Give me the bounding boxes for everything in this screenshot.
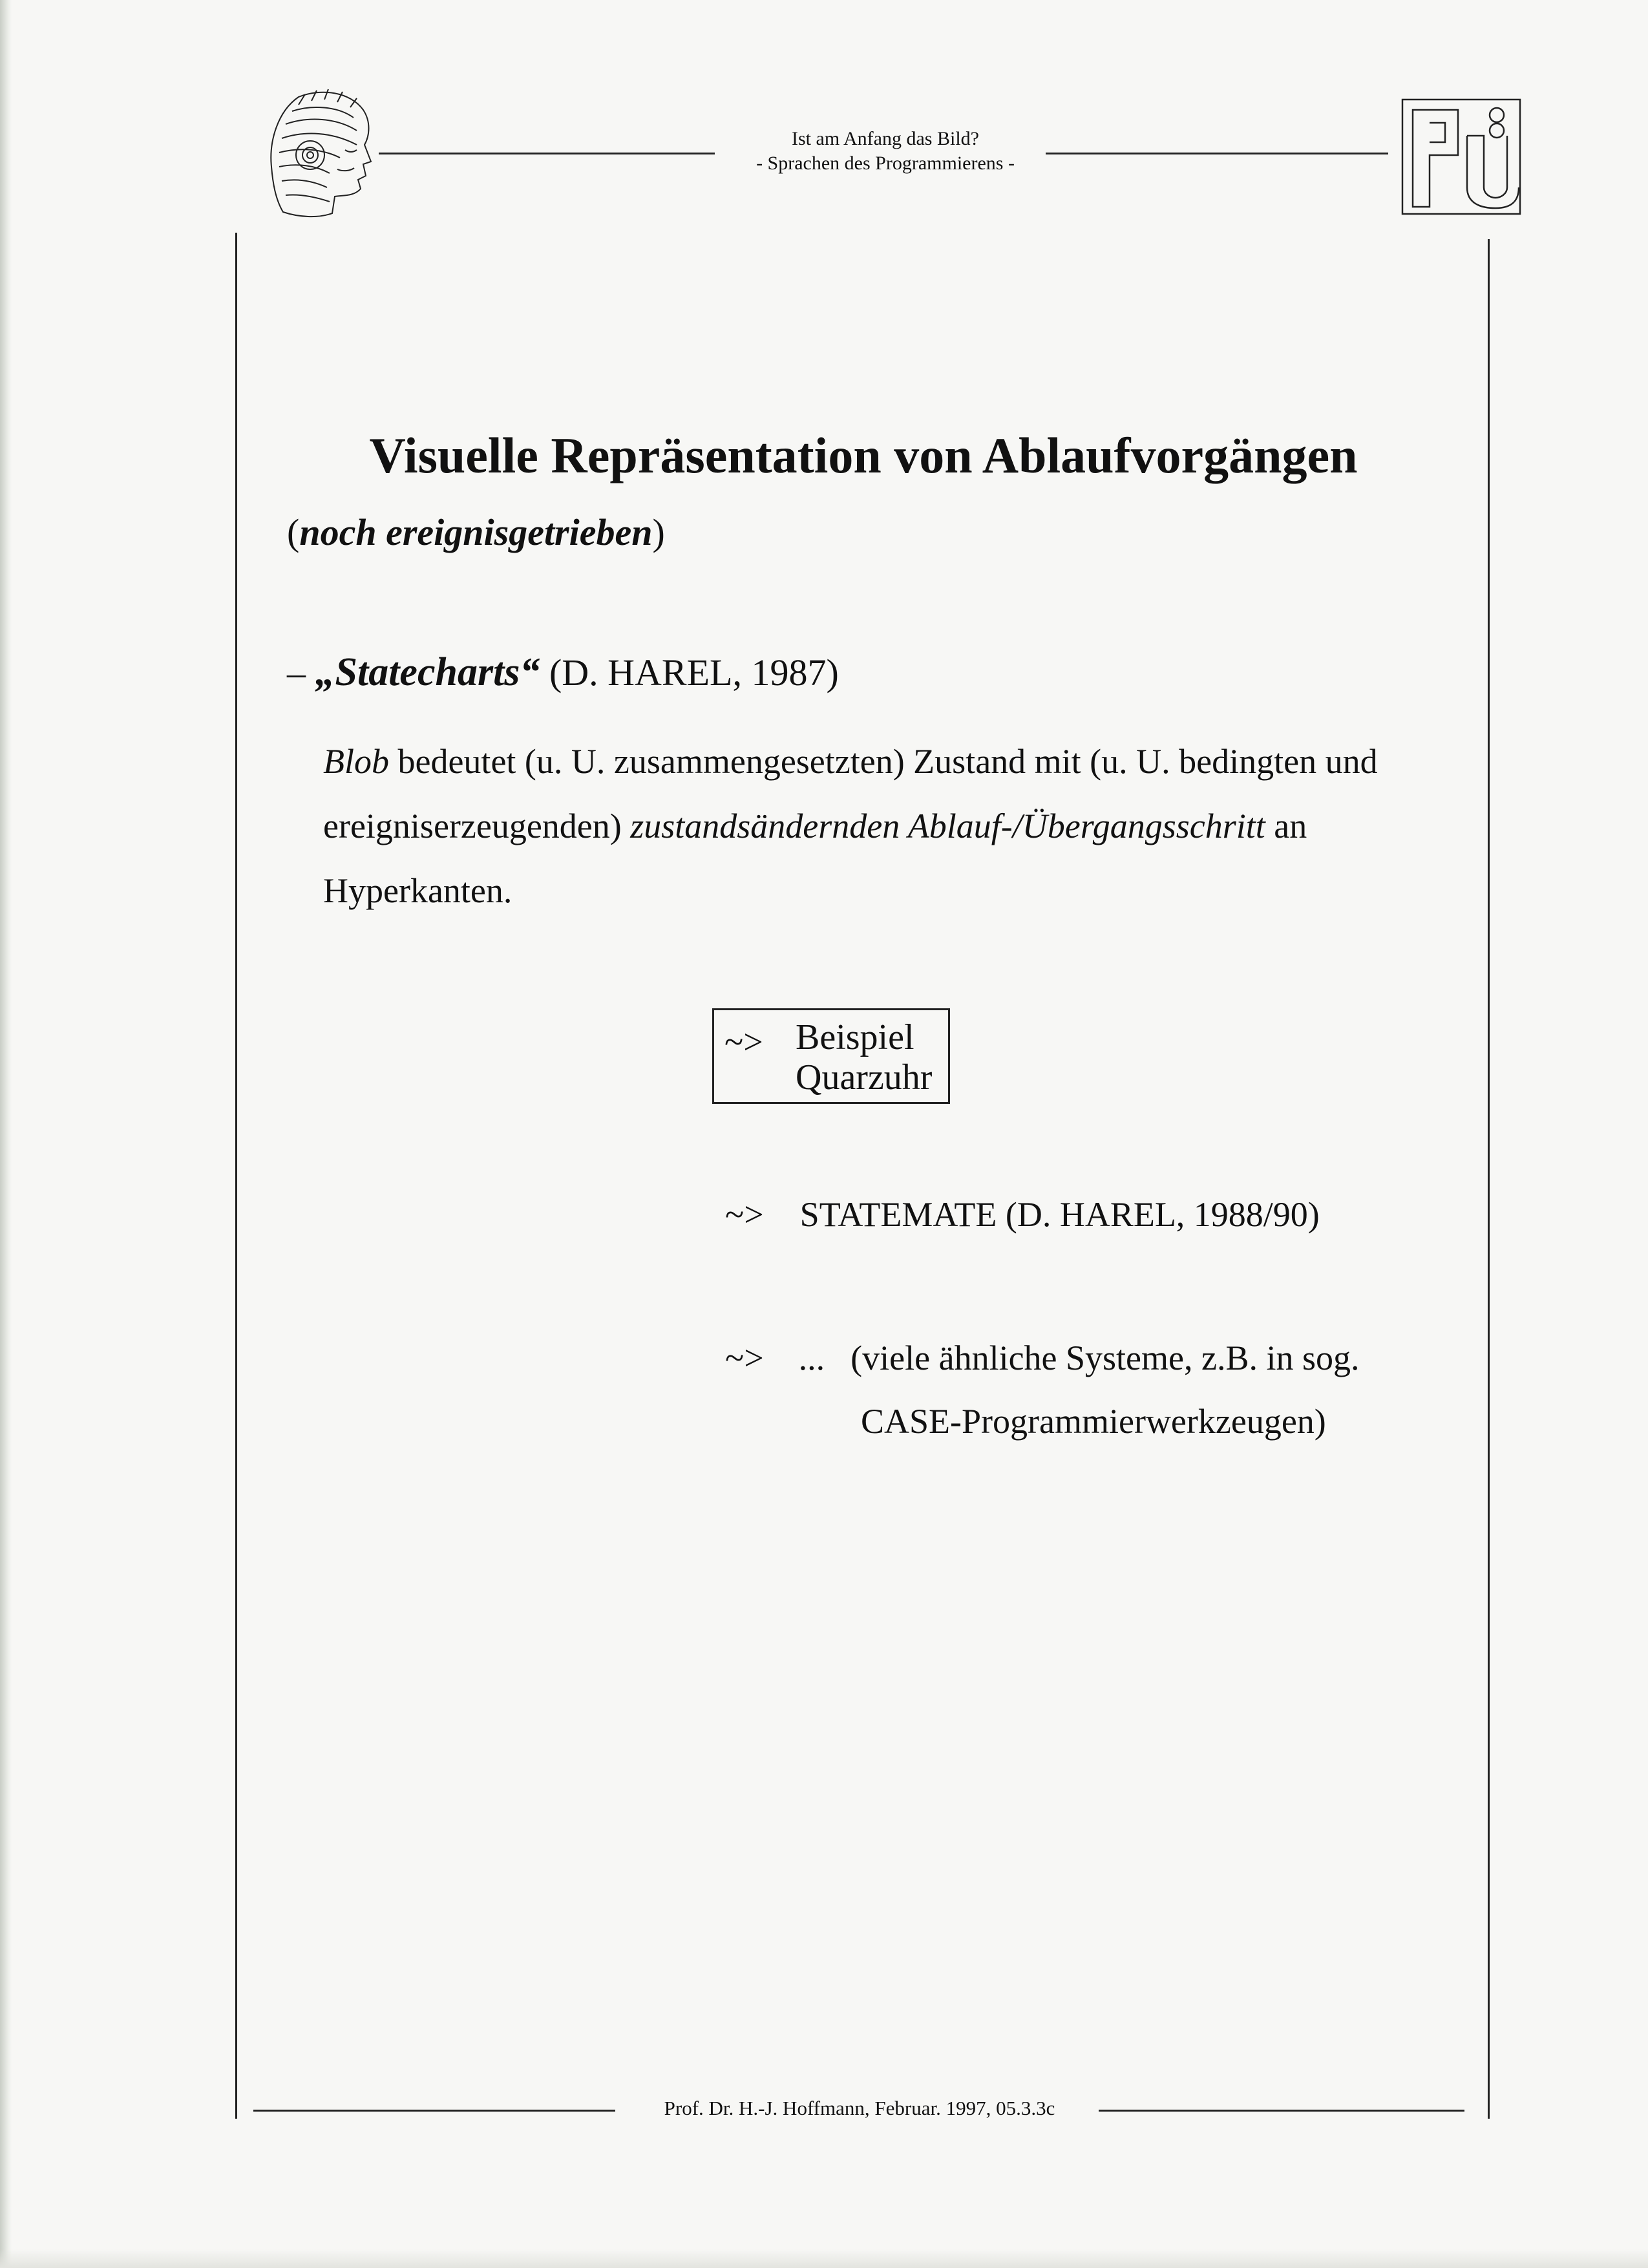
- example-arrow: ~>: [724, 1023, 763, 1061]
- statemate-item: [725, 1194, 1320, 1235]
- blob-definition-paragraph: [323, 729, 1461, 923]
- blob-term: Blob: [323, 742, 389, 781]
- frame-left-border: [235, 233, 237, 2119]
- footer-rule-right: [1099, 2110, 1464, 2112]
- minerva-head-logo-icon: [260, 85, 376, 224]
- example-line-1: Beispiel: [796, 1017, 914, 1057]
- similar-line-2: CASE-Programmierwerkzeugen): [861, 1402, 1326, 1441]
- similar-ellipsis: ...: [798, 1339, 825, 1377]
- subtitle-text: noch ereignisgetrieben: [299, 511, 653, 553]
- page-edge-shadow: [0, 0, 12, 2268]
- statecharts-term: „Statecharts“: [315, 650, 540, 694]
- similar-systems-item: [725, 1338, 1360, 1378]
- bullet-dash: –: [287, 652, 306, 694]
- header-line-1: Ist am Anfang das Bild?: [792, 128, 979, 149]
- paragraph-part-2: an Hyperkanten.: [323, 807, 1307, 910]
- institute-logo-icon: [1400, 97, 1523, 217]
- footer-rule-left: [253, 2110, 615, 2112]
- page-footer: Prof. Dr. H.-J. Hoffmann, Februar. 1997, 05.3.3c: [664, 2097, 1055, 2119]
- example-line-2: Quarzuhr: [796, 1057, 933, 1097]
- paragraph-emphasis: zustandsändernden Ablauf-/Übergangsschritt: [630, 807, 1265, 845]
- subtitle: [287, 511, 665, 554]
- header-line-2: - Sprachen des Programmierens -: [756, 153, 1015, 174]
- page-title: Visuelle Repräsentation von Ablaufvorgängen: [369, 427, 1358, 483]
- example-box: [712, 1008, 950, 1104]
- subtitle-close-paren: ): [652, 511, 665, 553]
- statecharts-reference: (D. HAREL, 1987): [549, 652, 839, 694]
- statecharts-bullet: [287, 650, 839, 695]
- similar-arrow: ~>: [725, 1339, 764, 1377]
- frame-right-border: [1488, 239, 1490, 2119]
- header-rule-right: [1046, 153, 1388, 154]
- similar-line-1: (viele ähnliche Systeme, z.B. in sog.: [850, 1339, 1360, 1377]
- paragraph-part-1: bedeutet (u. U. zusammengesetzten) Zustand mit (u. U. bedingten und ereigniserzeugenden): [323, 742, 1378, 845]
- statemate-arrow: ~>: [725, 1195, 764, 1234]
- subtitle-open-paren: (: [287, 511, 300, 553]
- header-rule-left: [379, 153, 715, 154]
- statemate-text: STATEMATE (D. HAREL, 1988/90): [799, 1195, 1320, 1234]
- page-header: [717, 127, 1053, 176]
- page-bottom-edge: [0, 2249, 1648, 2268]
